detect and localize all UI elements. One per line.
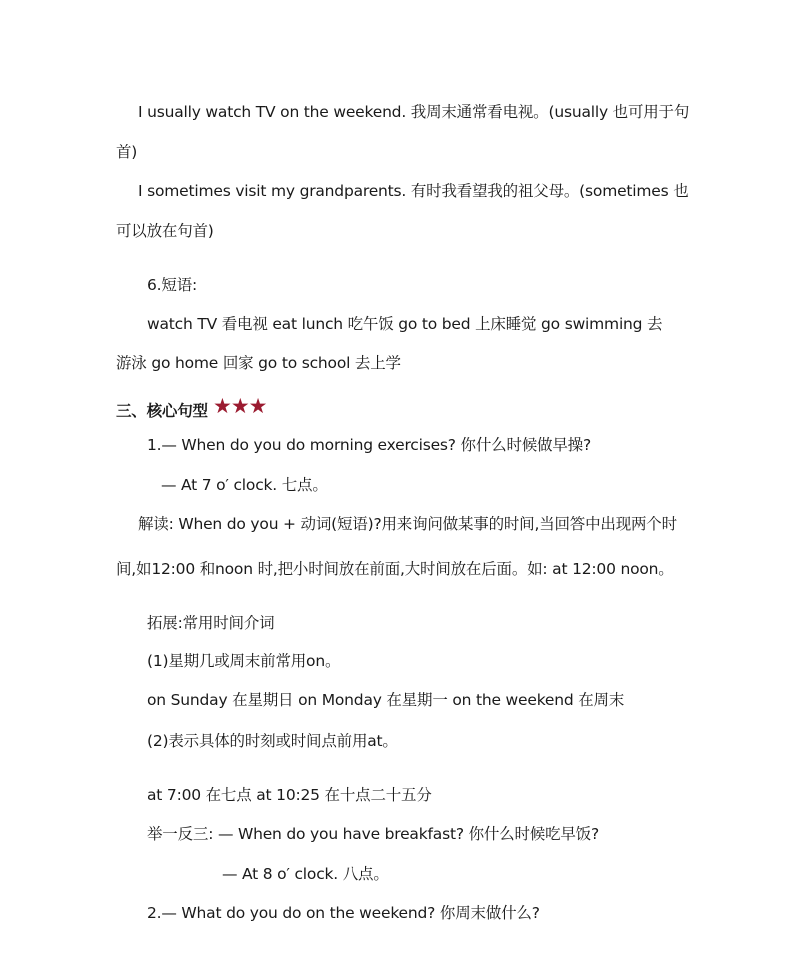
- heading-text: 三、核心句型: [116, 402, 208, 420]
- example-line: on Sunday 在星期日 on Monday 在星期一 on the weekend 在周末: [147, 691, 625, 709]
- rule-line: (2)表示具体的时刻或时间点前用at。: [147, 732, 398, 750]
- star-rating-icon: ★★★: [213, 394, 267, 418]
- phrase-line: watch TV 看电视 eat lunch 吃午饭 go to bed 上床睡觉 go swimming 去: [147, 315, 663, 333]
- explanation-line: 解读: When do you + 动词(短语)?用来询问做某事的时间,当回答中出现两个时: [138, 515, 677, 533]
- rule-line: (1)星期几或周末前常用on。: [147, 652, 341, 670]
- sentence-answer: — At 7 o′ clock. 七点。: [161, 476, 328, 494]
- extension-title: 拓展:常用时间介词: [147, 614, 275, 632]
- paragraph-line: 可以放在句首): [116, 222, 214, 240]
- phrase-line: 游泳 go home 回家 go to school 去上学: [116, 354, 401, 372]
- example-line: at 7:00 在七点 at 10:25 在十点二十五分: [147, 786, 432, 804]
- explanation-line: 间,如12:00 和noon 时,把小时间放在前面,大时间放在后面。如: at 12:00 noon。: [116, 560, 674, 578]
- paragraph-line: I usually watch TV on the weekend. 我周末通常看电视。(usually 也可用于句: [138, 103, 690, 121]
- section-heading: [116, 394, 267, 421]
- sentence-question: 2.— What do you do on the weekend? 你周末做什么?: [147, 904, 540, 922]
- section-label: 6.短语:: [147, 276, 198, 294]
- paragraph-line: 首): [116, 143, 138, 161]
- practice-question: 举一反三: — When do you have breakfast? 你什么时候吃早饭?: [147, 825, 599, 843]
- paragraph-line: I sometimes visit my grandparents. 有时我看望我的祖父母。(sometimes 也: [138, 182, 689, 200]
- practice-answer: — At 8 o′ clock. 八点。: [222, 865, 389, 883]
- sentence-question: 1.— When do you do morning exercises? 你什么时候做早操?: [147, 436, 591, 454]
